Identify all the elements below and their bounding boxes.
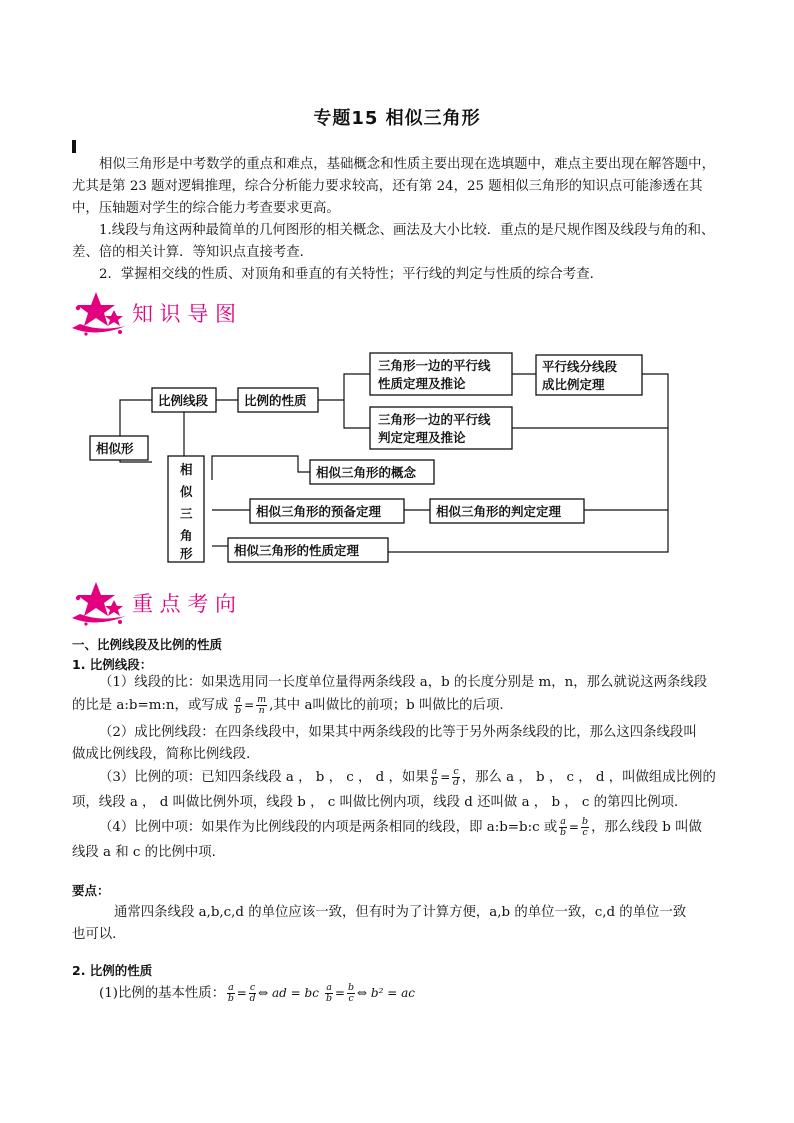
node-xiangsi-char-3: 三 bbox=[180, 506, 193, 521]
node-pingxing-xingzhi-line2: 性质定理及推论 bbox=[378, 376, 466, 391]
content-heading-1-1: 1. 比例线段： bbox=[72, 657, 153, 672]
node-xiangsi-char-2: 似 bbox=[180, 484, 193, 499]
node-root: 相似形 bbox=[96, 441, 134, 456]
section-heading-text: 知 识 导 图 bbox=[132, 302, 237, 326]
node-xingzhi: 相似三角形的性质定理 bbox=[234, 543, 360, 558]
item1-line1: （1）线段的比：如果选用同一长度单位量得两条线段 a，b 的长度分别是 m，n，那么就说这两条线段 bbox=[99, 675, 708, 690]
section-heading-key-points bbox=[66, 578, 266, 630]
node-xiangsi-char-5: 形 bbox=[180, 546, 193, 561]
fraction-a-over-b: $\frac{a}{b}$ bbox=[431, 766, 438, 788]
item4-line1: （4）比例中项：如果作为比例线段的内项是两条相同的线段，即 a:b=b:c 或 $\frac{a}{b}$ = $\frac{b}{c}$ ，那么线段 b 叫做 bbox=[99, 816, 702, 838]
node-fenxianduan-line1: 平行线分线段 bbox=[542, 359, 618, 374]
item3-line1: （3）比例的项：已知四条线段 a ， b ， c ， d ，如果 $\frac{a}{b}$ = $\frac{c}{d}$ ，那么 a ， b ， c ， d ，叫做组成比例的 bbox=[99, 766, 716, 788]
yaodian-line1: 通常四条线段 a,b,c,d 的单位应该一致，但有时为了计算方便，a,b 的单位一致，c,d 的单位一致 bbox=[114, 905, 687, 920]
section-heading-text: 重 点 考 向 bbox=[132, 592, 237, 616]
item2-line2: 做成比例线段，简称比例线段． bbox=[72, 747, 260, 762]
knowledge-mindmap bbox=[88, 350, 708, 565]
section-heading-knowledge-map bbox=[66, 288, 266, 340]
basic-property-line: (1)比例的基本性质： $\frac{a}{b}$ = $\frac{c}{d}$ ⇔ ad = bc $\frac{a}{b}$ = $\frac{b}{c}$ ⇔ b² = ac bbox=[99, 982, 415, 1004]
intro-paragraph-1: 相似三角形是中考数学的重点和难点，基础概念和性质主要出现在选填题中，难点主要出现在解答题中，尤其是第 23 题对逻辑推理，综合分析能力要求较高，还有第 24，25 题相似三角形的知识点可能渗透在其中，压轴题对学生的综合能力考查要求更高。 bbox=[72, 157, 715, 216]
fraction-a-over-b: $\frac{a}{b}$ bbox=[227, 982, 234, 1004]
node-bili-xianduan: 比例线段 bbox=[158, 393, 209, 408]
fraction-c-over-d: $\frac{c}{d}$ bbox=[452, 766, 460, 788]
node-fenxianduan-line2: 成比例定理 bbox=[542, 377, 605, 392]
node-pingxing-xingzhi-line1: 三角形一边的平行线 bbox=[378, 358, 491, 373]
yaodian-line2: 也可以. bbox=[72, 927, 117, 942]
fraction-a-over-b: $\frac{a}{b}$ bbox=[326, 982, 333, 1004]
item1-line2: 的比是 a:b=m:n，或写成 $\frac{a}{b}$ = $\frac{m}{n}$ ,其中 a叫做比的前项；b 叫做比的后项. bbox=[72, 694, 504, 716]
fraction-b-over-c: $\frac{b}{c}$ bbox=[581, 816, 589, 838]
node-xiangsi-char-1: 相 bbox=[180, 462, 193, 477]
item2-line1: （2）成比例线段：在四条线段中，如果其中两条线段的比等于另外两条线段的比，那么这四条线段叫 bbox=[99, 725, 697, 740]
section-marker bbox=[72, 140, 76, 153]
yaodian-label: 要点： bbox=[72, 883, 110, 898]
fraction-c-over-d: $\frac{c}{d}$ bbox=[249, 982, 256, 1004]
star-swoosh-icon bbox=[72, 582, 126, 626]
item1-text-a: 的比是 a:b=m:n，或写成 bbox=[72, 698, 229, 713]
fraction-m-over-n: $\frac{m}{n}$ bbox=[257, 694, 267, 716]
node-pingxing-panding-line2: 判定定理及推论 bbox=[378, 430, 466, 445]
item1-text-b: 其中 a叫做比的前项；b 叫做比的后项. bbox=[273, 698, 504, 713]
node-gainian: 相似三角形的概念 bbox=[316, 465, 417, 480]
node-xiangsi-char-4: 角 bbox=[180, 528, 193, 543]
intro-paragraph-2: 1.线段与角这两种最简单的几何图形的相关概念、画法及大小比较．重点的是尺规作图及线段与角的和、差、倍的相关计算．等知识点直接考查． bbox=[72, 223, 715, 260]
fraction-a-over-b: $\frac{a}{b}$ bbox=[235, 694, 242, 716]
node-bili-xingzhi: 比例的性质 bbox=[244, 393, 307, 408]
item3-line2: 项，线段 a ， d 叫做比例外项，线段 b ， c 叫做比例内项，线段 d 还叫做 a ， b ， c 的第四比例项． bbox=[72, 795, 688, 810]
node-yubei: 相似三角形的预备定理 bbox=[256, 504, 382, 519]
content-heading-1: 一、比例线段及比例的性质 bbox=[72, 637, 223, 652]
fraction-b-over-c: $\frac{b}{c}$ bbox=[347, 982, 355, 1004]
content-heading-1-2: 2. 比例的性质 bbox=[72, 963, 153, 978]
node-pingxing-panding-line1: 三角形一边的平行线 bbox=[378, 412, 491, 427]
node-panding: 相似三角形的判定定理 bbox=[436, 504, 562, 519]
page-title: 专题15 相似三角形 bbox=[313, 108, 481, 129]
intro-paragraph-3: 2．掌握相交线的性质、对顶角和垂直的有关特性；平行线的判定与性质的综合考查． bbox=[99, 267, 603, 282]
star-swoosh-icon bbox=[72, 292, 126, 336]
item4-line2: 线段 a 和 c 的比例中项． bbox=[72, 845, 226, 860]
fraction-a-over-b: $\frac{a}{b}$ bbox=[560, 816, 567, 838]
